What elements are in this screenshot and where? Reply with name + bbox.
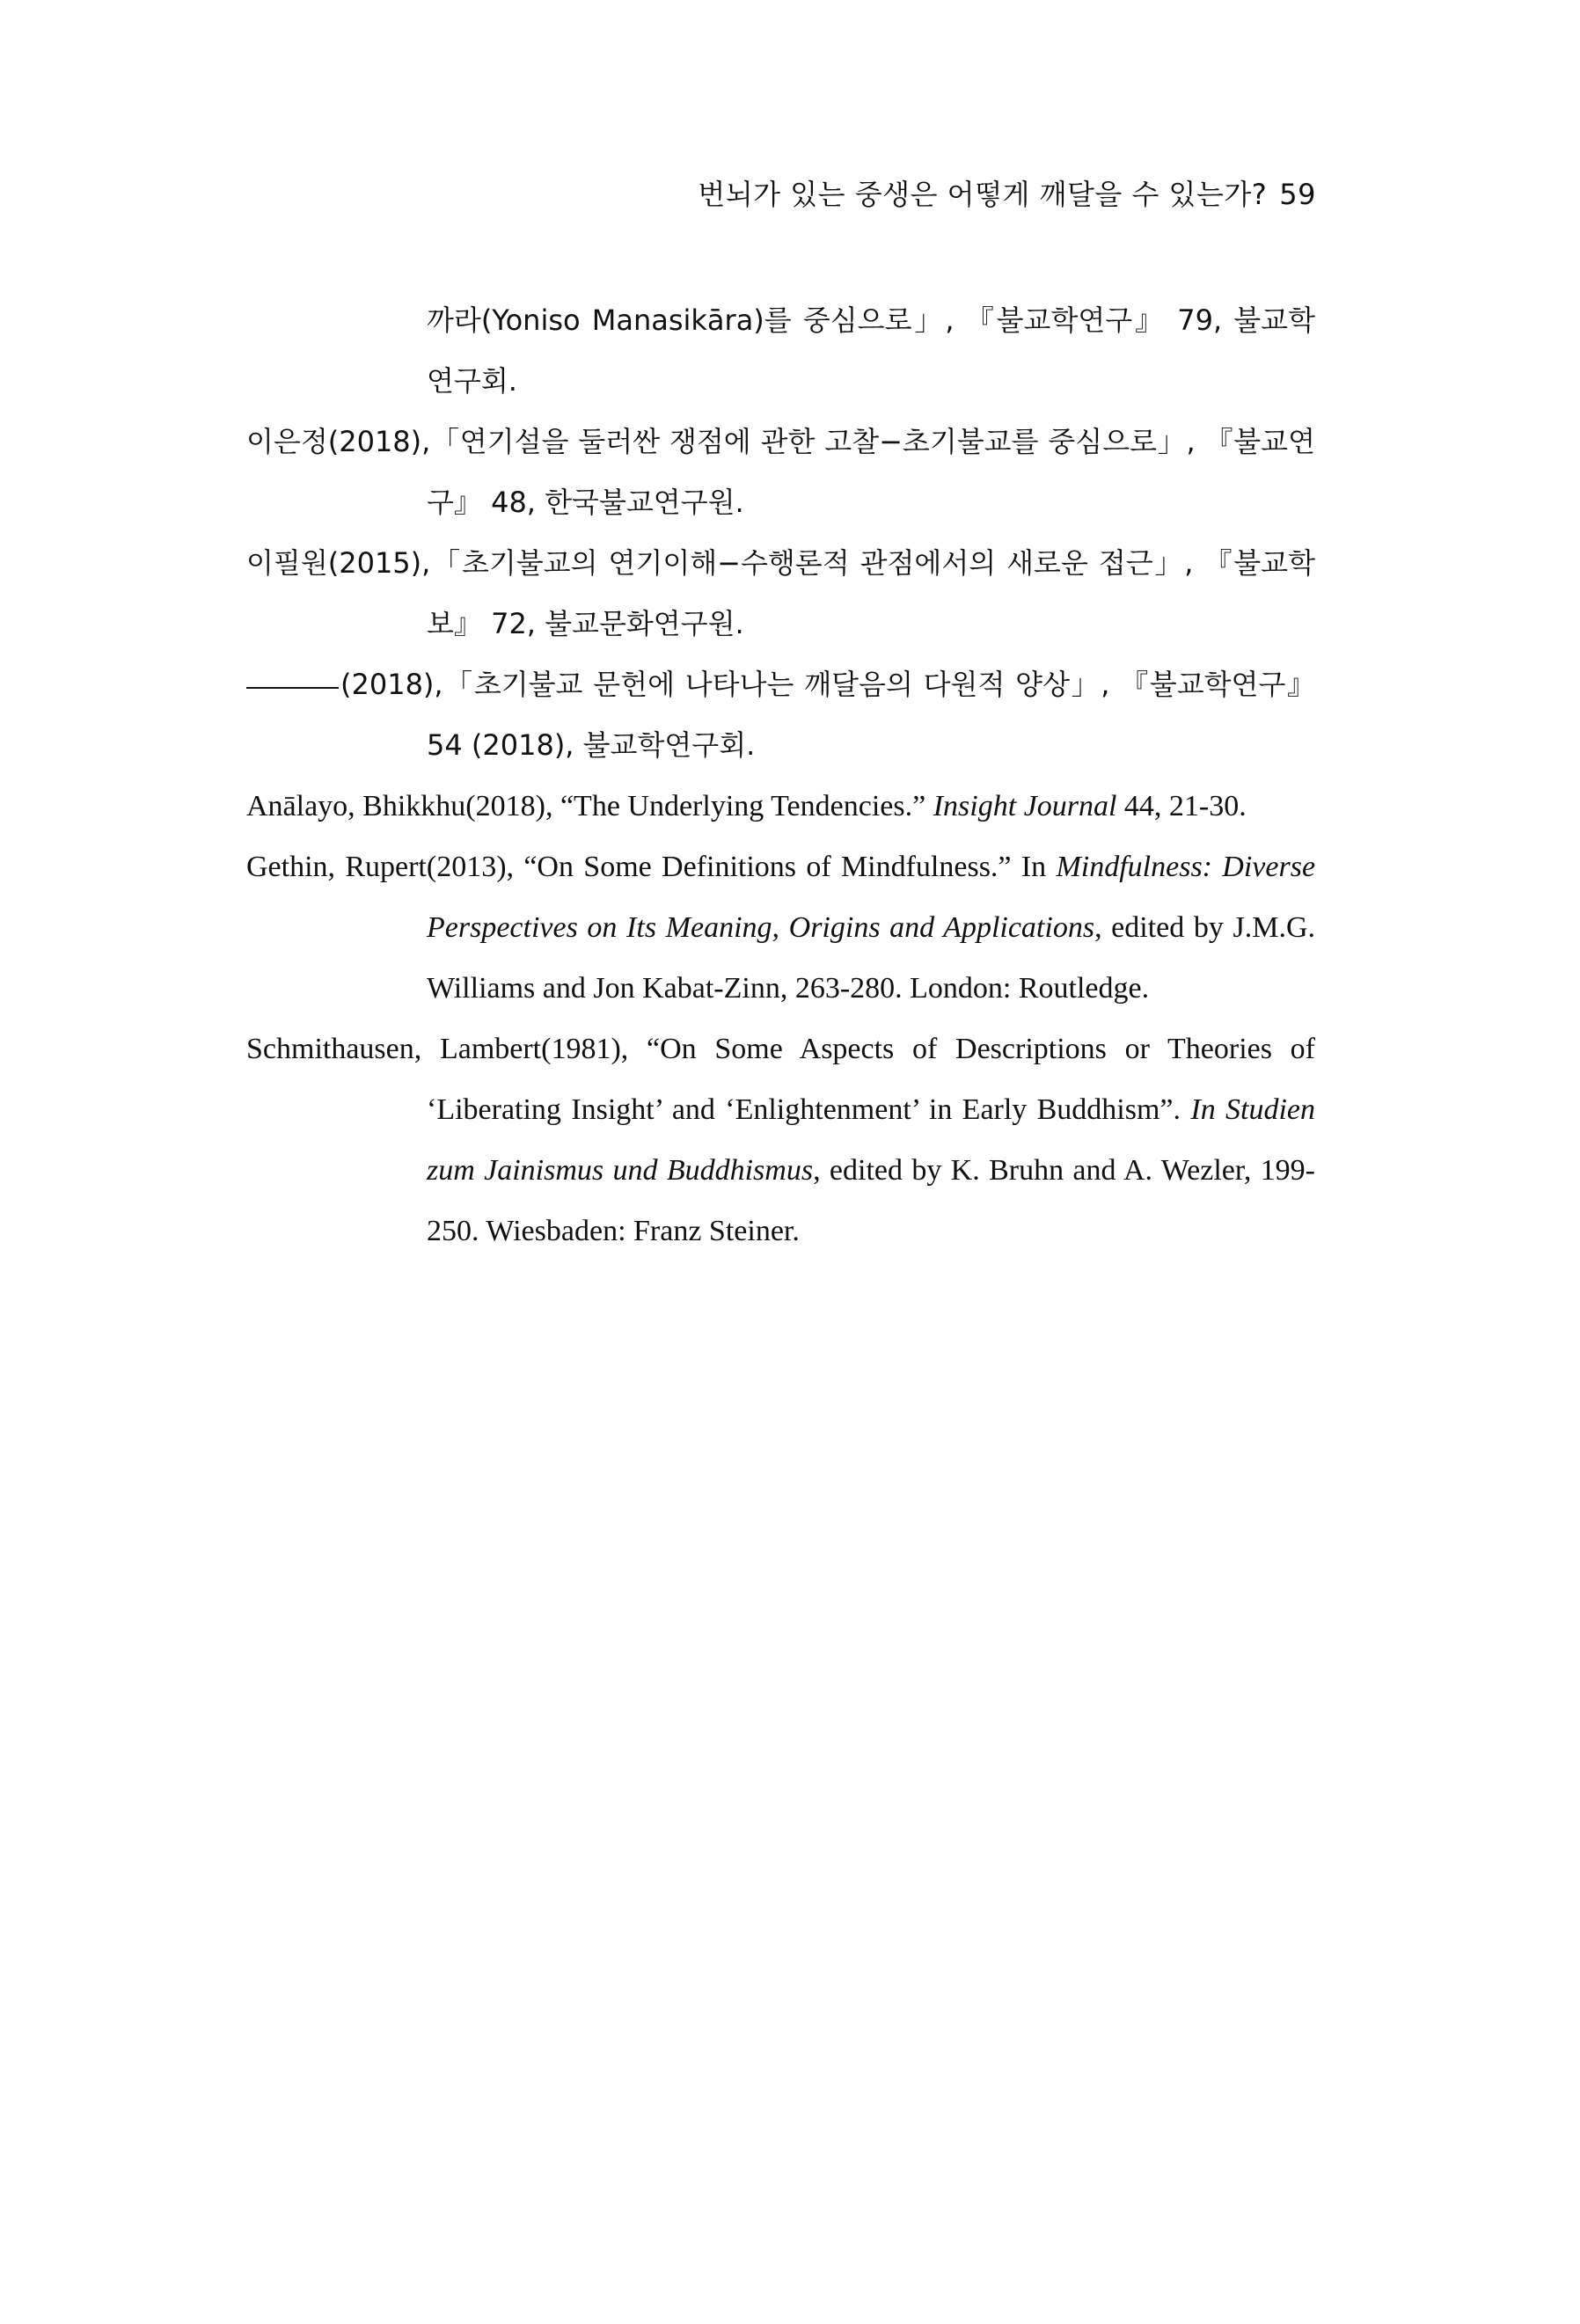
reference-title: “On Some Aspects of Descriptions or Theories of ‘Liberating Insight’ and ‘Enlightenment’ in Early Buddhism”. — [427, 1033, 1316, 1126]
reference-entry — [246, 290, 1315, 412]
reference-author: 이필원(2015), — [246, 546, 431, 580]
running-header — [698, 172, 1316, 213]
reference-entry — [246, 654, 1315, 776]
reference-text: 「초기불교 문헌에 나타나는 깨달음의 다원적 양상」, 『불교학연구』 54 (2018), 불교학연구회. — [427, 668, 1315, 762]
reference-entry — [246, 837, 1315, 1019]
reference-list — [246, 290, 1315, 1261]
reference-author: 이은정(2018), — [246, 425, 431, 458]
reference-journal: Insight Journal — [933, 790, 1117, 822]
reference-entry — [246, 533, 1315, 654]
reference-title: “On Some Definitions of Mindfulness.” In — [523, 851, 1047, 883]
reference-details: , edited by J.M.G. Williams and Jon Kabat-Zinn, 263-280. London: Routledge. — [427, 911, 1316, 1005]
reference-book-title: In Studien zum Jainismus und Buddhismus — [427, 1093, 1316, 1187]
reference-text: 「초기불교의 연기이해−수행론적 관점에서의 새로운 접근」, 『불교학보』 72, 불교문화연구원. — [427, 546, 1315, 640]
page-number: 59 — [1279, 178, 1316, 211]
reference-text: 까라(Yoniso Manasikāra)를 중심으로」, 『불교학연구』 79, 불교학연구회. — [427, 303, 1315, 398]
reference-text: 「연기설을 둘러싼 쟁점에 관한 고찰−초기불교를 중심으로」, 『불교연구』 48, 한국불교연구원. — [427, 425, 1315, 519]
reference-author: Gethin, Rupert(2013), — [246, 851, 515, 883]
reference-entry — [246, 1019, 1315, 1261]
reference-book-title: Mindfulness: Diverse Perspectives on Its Meaning, Origins and Applications — [427, 851, 1316, 944]
reference-author: Anālayo, Bhikkhu(2018), — [246, 790, 553, 822]
reference-author: Schmithausen, Lambert(1981), — [246, 1033, 629, 1065]
reference-details: 44, 21-30. — [1123, 790, 1247, 822]
reference-details: , edited by K. Bruhn and A. Wezler, 199-250. Wiesbaden: Franz Steiner. — [427, 1154, 1315, 1247]
reference-entry — [246, 412, 1315, 533]
reference-title: “The Underlying Tendencies.” — [560, 790, 926, 822]
same-author-dash — [246, 687, 339, 689]
header-title: 번뇌가 있는 중생은 어떻게 깨달을 수 있는가? — [698, 178, 1268, 211]
reference-entry — [246, 776, 1315, 837]
reference-author: (2018), — [340, 668, 443, 701]
